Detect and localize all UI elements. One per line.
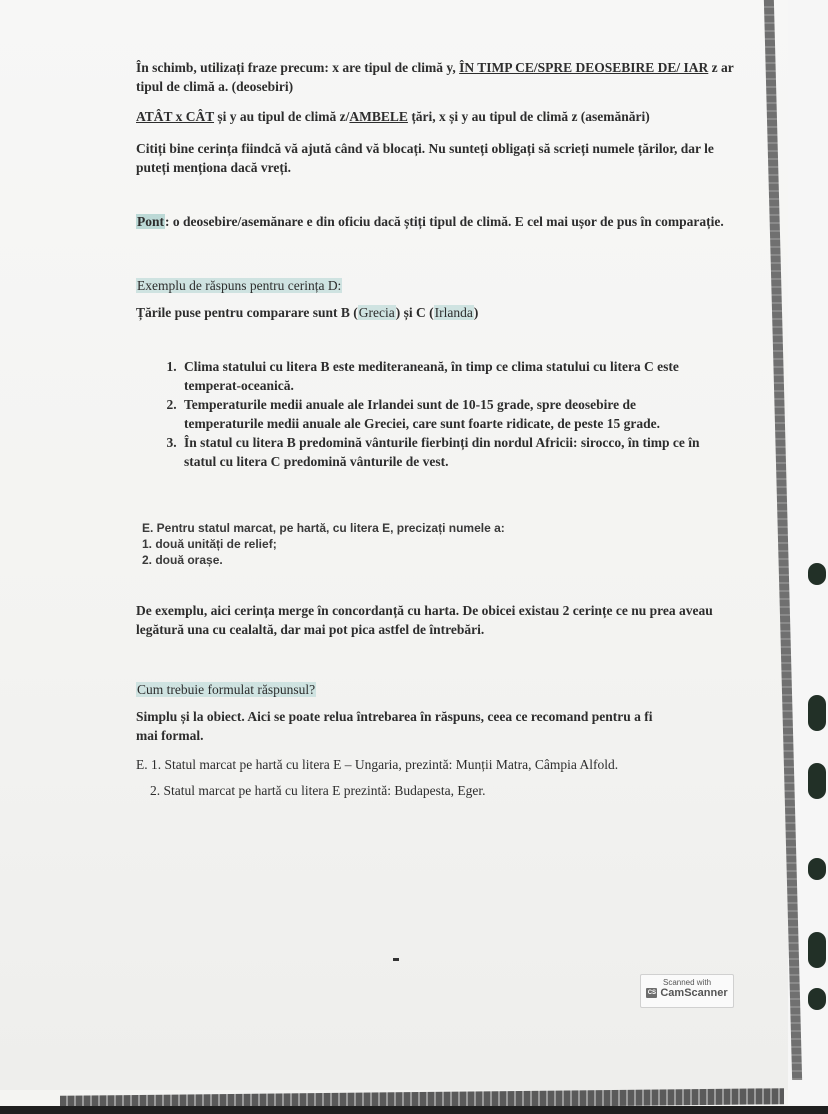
scan-edge	[0, 1106, 828, 1114]
list-item: 2. Temperaturile medii anuale ale Irlandei sunt de 10-15 grade, spre deosebire de temperaturile medii anuale ale Greciei, care sunt foarte ridicate, de peste 15 grade.	[180, 395, 718, 433]
punch-hole	[808, 932, 826, 968]
example-heading-text: Exemplu de răspuns pentru cerința D:	[137, 278, 342, 293]
task-e-title: E. Pentru statul marcat, pe hartă, cu litera E, precizați numele a:	[142, 521, 505, 535]
list-item: 1. Clima statului cu litera B este mediteraneană, în timp ce clima statului cu litera C este temperat-oceanică.	[180, 357, 718, 395]
how-to-heading	[136, 680, 316, 699]
example-answer-list	[158, 357, 718, 471]
country-c: Irlanda	[434, 305, 473, 320]
country-b: Grecia	[358, 305, 395, 320]
countries-text: ) și C (	[395, 305, 434, 320]
example-heading	[136, 276, 342, 295]
task-e-item: 2. două orașe.	[142, 553, 223, 567]
intro-text: țări, x și y au tipul de climă z (asemănări)	[407, 109, 650, 124]
task-e-item: 1. două unități de relief;	[142, 537, 277, 551]
task-e	[142, 520, 642, 568]
answer-line-2: 2. Statul marcat pe hartă cu litera E prezintă: Budapesta, Eger.	[150, 783, 486, 798]
underlined-phrase: AMBELE	[349, 109, 408, 124]
punch-hole	[808, 858, 826, 880]
underlined-phrase: ÎN TIMP CE/SPRE DEOSEBIRE DE/ IAR	[459, 60, 709, 75]
countries-text: )	[473, 305, 479, 320]
intro-paragraph-3: Citiți bine cerința fiindcă vă ajută când vă blocați. Nu sunteți obligați să scrieți numele țărilor, dar le puteți menționa dacă vreți.	[136, 141, 714, 175]
watermark-line: Scanned with	[662, 978, 712, 987]
intro-text: și y au tipul de climă z/	[214, 109, 350, 124]
countries-text: Țările puse pentru comparare sunt B (	[136, 305, 358, 320]
punch-hole	[808, 563, 826, 585]
punch-hole	[808, 763, 826, 799]
tip-text: : o deosebire/asemănare e din oficiu dacă știți tipul de climă. E cel mai ușor de pus în comparație.	[165, 214, 724, 229]
watermark-brand-text: CamScanner	[660, 987, 728, 999]
watermark-brand	[641, 987, 733, 999]
punch-hole	[808, 695, 826, 731]
how-to-heading-text: Cum trebuie formulat răspunsul?	[137, 682, 316, 697]
intro-paragraph-2	[136, 107, 746, 126]
countries-line	[136, 303, 746, 322]
scan-speck	[393, 958, 399, 961]
answer-line-1: E. 1. Statul marcat pe hartă cu litera E – Ungaria, prezintă: Munții Matra, Câmpia Alfold.	[136, 757, 619, 772]
note-paragraph: De exemplu, aici cerința merge în concordanță cu harta. De obicei existau 2 cerințe ce nu prea aveau legătură una cu cealaltă, dar mai pot pica astfel de întrebări.	[136, 603, 713, 637]
intro-text: z ar tipul de climă a. (deosebiri)	[136, 60, 734, 94]
tip-label: Pont	[137, 214, 164, 229]
camscanner-icon: CS	[647, 990, 657, 996]
intro-text: În schimb, utilizați fraze precum: x are tipul de climă y,	[136, 60, 460, 75]
how-to-paragraph: Simplu și la obiect. Aici se poate relua întrebarea în răspuns, ceea ce recomand pentru a fi mai formal.	[136, 709, 653, 743]
intro-paragraph-1	[136, 58, 746, 96]
list-item: 3. În statul cu litera B predomină vânturile fierbinți din nordul Africii: sirocco, în timp ce în statul cu litera C predomină vânturile de vest.	[180, 433, 718, 471]
camscanner-watermark	[640, 974, 734, 1008]
underlined-phrase: ATÂT x CÂT	[136, 109, 215, 124]
tip-paragraph	[136, 212, 746, 231]
punch-hole	[808, 988, 826, 1010]
